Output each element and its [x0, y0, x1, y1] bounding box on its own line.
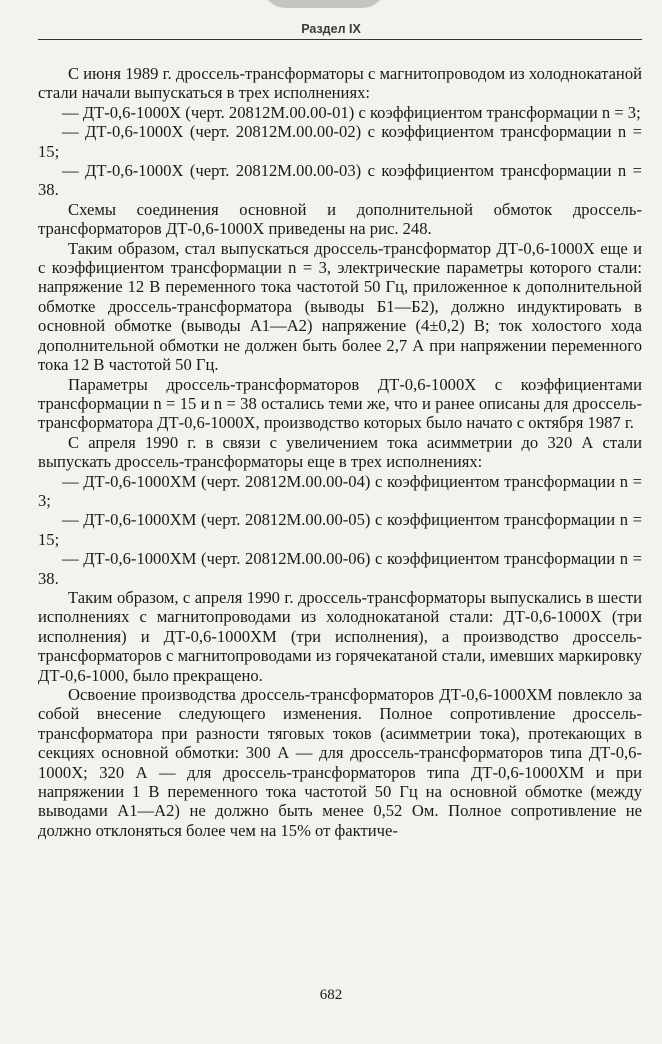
- paragraph: Таким образом, стал выпускаться дроссель-трансформатор ДТ-0,6-1000Х еще и с коэффициентом трансформации n = 3, электрические параметры которого стали: напряжение 12 В переменного тока частотой 50 Гц, приложенное к дополнительной обмотке дроссель-трансформатора (выводы Б1—Б2), должно индуктировать в основной обмотке (выводы А1—А2) напряжение (4±0,2) В; ток холостого хода дополнительной обмотки не должен быть более 2,7 А при напряжении переменного тока 12 В частотой 50 Гц.: [38, 238, 642, 375]
- paragraph: Схемы соединения основной и дополнительной обмоток дроссель-трансформаторов ДТ-0,6-1000Х приведены на рис. 248.: [38, 199, 642, 239]
- paragraph: — ДТ-0,6-1000Х (черт. 20812М.00.00-03) с коэффициентом трансформации n = 38.: [38, 161, 642, 200]
- body-text: [38, 64, 642, 840]
- paragraph: Освоение производства дроссель-трансформаторов ДТ-0,6-1000ХМ повлекло за собой внесение следующего изменения. Полное сопротивление дроссель-трансформатора при разности тяговых токов (асимметрии тока), протекающих в секциях основной обмотки: 300 А — для дроссель-трансформаторов типа ДТ-0,6-1000Х; 320 А — для дроссель-трансформаторов типа ДТ-0,6-1000ХМ и при напряжении 1 В переменного тока частотой 50 Гц на основной обмотке (между выводами А1—А2) не должно быть менее 0,52 Ом. Полное сопротивление не должно отклоняться более чем на 15% от фактиче-: [38, 685, 642, 840]
- paragraph: С апреля 1990 г. в связи с увеличением тока асимметрии до 320 А стали выпускать дроссель-трансформаторы еще в трех исполнениях:: [38, 432, 642, 472]
- paragraph: С июня 1989 г. дроссель-трансформаторы с магнитопроводом из холоднокатаной стали начали выпускаться в трех исполнениях:: [38, 64, 642, 103]
- paragraph: — ДТ-0,6-1000Х (черт. 20812М.00.00-02) с коэффициентом трансформации n = 15;: [38, 122, 642, 161]
- paragraph: Таким образом, с апреля 1990 г. дроссель-трансформаторы выпускались в шести исполнениях с магнитопроводами из холоднокатаной стали: ДТ-0,6-1000Х (три исполнения) и ДТ-0,6-1000ХМ (три исполнения), а производство дроссель-трансформаторов с магнитопроводами из горячекатаной стали, имевших маркировку ДТ-0,6-1000, было прекращено.: [38, 587, 642, 685]
- paragraph: — ДТ-0,6-1000ХМ (черт. 20812М.00.00-05) с коэффициентом трансформации n = 15;: [38, 510, 642, 549]
- paragraph: — ДТ-0,6-1000Х (черт. 20812М.00.00-01) с коэффициентом трансформации n = 3;: [62, 102, 641, 122]
- page-number: 682: [319, 987, 343, 1003]
- header-rule: [38, 39, 642, 40]
- paragraph: Параметры дроссель-трансформаторов ДТ-0,6-1000Х с коэффициентами трансформации n = 15 и n = 38 остались теми же, что и ранее описаны для дроссель-трансформатора ДТ-0,6-1000Х, производство которых было начато с октября 1987 г.: [38, 374, 642, 433]
- section-header: Раздел IX: [301, 22, 361, 36]
- scan-artifact: [262, 0, 386, 8]
- paragraph: — ДТ-0,6-1000ХМ (черт. 20812М.00.00-06) с коэффициентом трансформации n = 38.: [38, 549, 642, 588]
- paragraph: — ДТ-0,6-1000ХМ (черт. 20812М.00.00-04) с коэффициентом трансформации n = 3;: [38, 471, 642, 510]
